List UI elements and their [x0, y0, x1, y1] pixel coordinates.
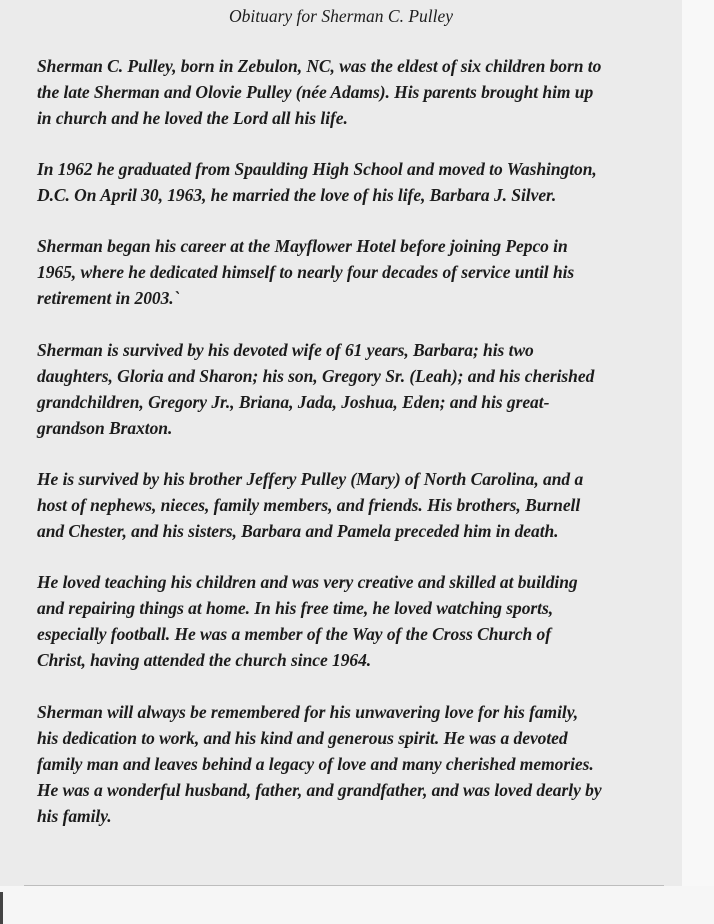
text-line: Sherman began his career at the Mayflower Hotel before joining Pepco in [37, 236, 568, 256]
text-line: retirement in 2003.` [37, 288, 180, 308]
text-line: grandson Braxton. [37, 418, 173, 438]
scan-margin-right [682, 0, 714, 924]
text-line: host of nephews, nieces, family members, and friends. His brothers, Burnell [37, 495, 581, 515]
paragraph-career [37, 233, 574, 311]
text-line: the late Sherman and Olovie Pulley (née Adams). His parents brought him up [37, 82, 594, 102]
paragraph-hobbies-church [37, 569, 578, 673]
text-line: grandchildren, Gregory Jr., Briana, Jada, Joshua, Eden; and his great- [37, 392, 550, 412]
text-line: Sherman C. Pulley, born in Zebulon, NC, was the eldest of six children born to [37, 56, 602, 76]
text-line: In 1962 he graduated from Spaulding High School and moved to Washington, [37, 159, 597, 179]
text-line: and Chester, and his sisters, Barbara and Pamela preceded him in death. [37, 521, 559, 541]
text-line: family man and leaves behind a legacy of love and many cherished memories. [37, 754, 594, 774]
text-line: especially football. He was a member of the Way of the Cross Church of [37, 624, 552, 644]
text-line: 1965, where he dedicated himself to nearly four decades of service until his [37, 262, 575, 282]
text-line: D.C. On April 30, 1963, he married the love of his life, Barbara J. Silver. [37, 185, 557, 205]
scan-mark [0, 892, 3, 924]
text-line: his family. [37, 806, 112, 826]
text-line: He is survived by his brother Jeffery Pulley (Mary) of North Carolina, and a [37, 469, 584, 489]
scan-margin-bottom [0, 886, 714, 924]
text-line: He was a wonderful husband, father, and grandfather, and was loved dearly by [37, 780, 602, 800]
text-line: in church and he loved the Lord all his life. [37, 108, 348, 128]
text-line: He loved teaching his children and was very creative and skilled at building [37, 572, 578, 592]
document-title: Obituary for Sherman C. Pulley [228, 6, 454, 26]
paragraph-remembrance [37, 699, 602, 829]
text-line: his dedication to work, and his kind and generous spirit. He was a devoted [37, 728, 568, 748]
text-line: Christ, having attended the church since 1964. [37, 650, 372, 670]
paragraph-siblings [37, 466, 583, 544]
text-line: Sherman will always be remembered for his unwavering love for his family, [37, 702, 579, 722]
text-line: Sherman is survived by his devoted wife of 61 years, Barbara; his two [37, 340, 534, 360]
text-line: and repairing things at home. In his free time, he loved watching sports, [37, 598, 554, 618]
paragraph-birth [37, 53, 601, 131]
paragraph-education-marriage [37, 156, 597, 208]
paragraph-survived-family [37, 337, 594, 441]
text-line: daughters, Gloria and Sharon; his son, Gregory Sr. (Leah); and his cherished [37, 366, 595, 386]
page-bottom-edge [24, 885, 664, 886]
